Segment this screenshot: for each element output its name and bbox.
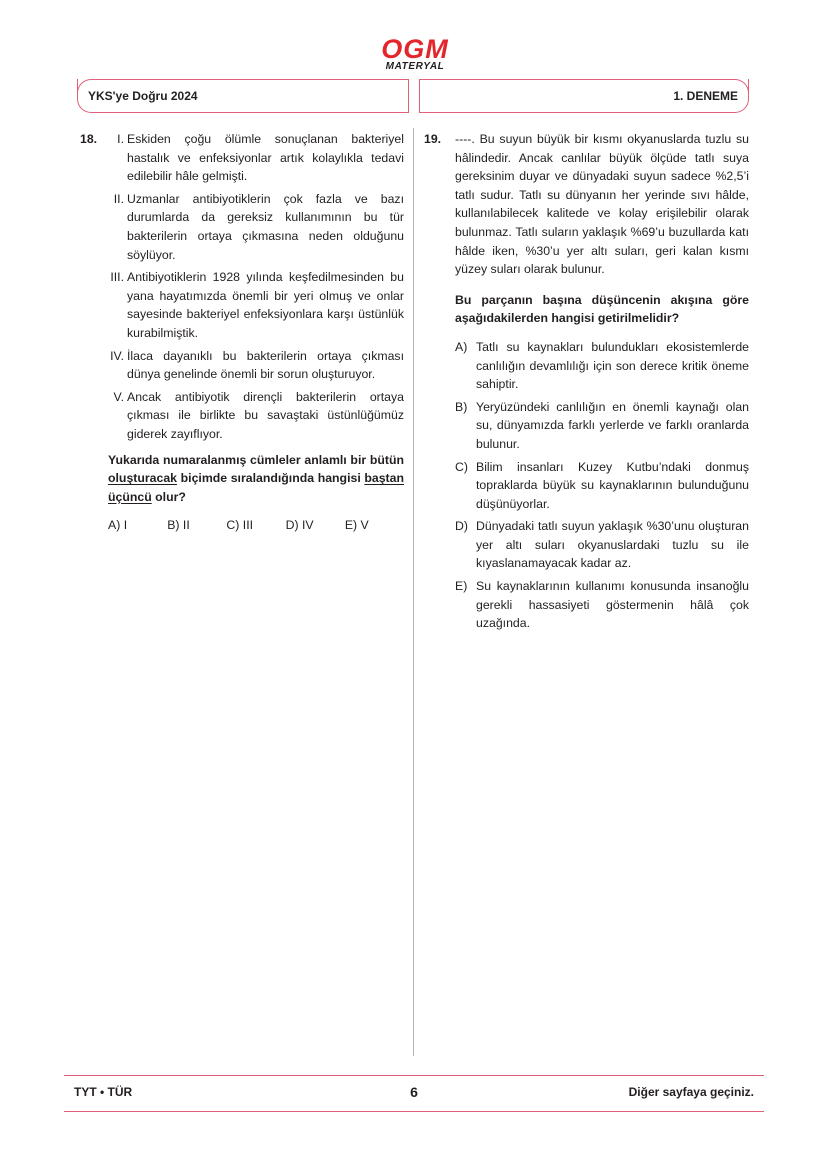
footer-next-page-note: Diğer sayfaya geçiniz. <box>628 1085 754 1099</box>
choice-b[interactable]: B) II <box>167 518 190 533</box>
statement-text: Uzmanlar antibiyotiklerin çok fazla ve bazı durumlarda da gereksiz kullanımının bu tür bakterilerin ortaya çıkmasına neden olduğunu söylüyor. <box>127 191 404 262</box>
statement-number: II. <box>113 191 124 206</box>
footer-subject: TYT • TÜR <box>74 1085 133 1099</box>
statement-number: III. <box>110 270 124 285</box>
statement-5 <box>108 388 404 444</box>
prompt-text: biçimde sıralandığında hangisi <box>177 471 365 486</box>
statement-number: IV. <box>110 348 124 363</box>
logo-main-text: OGM <box>381 34 449 64</box>
answer-choices <box>108 516 404 535</box>
option-e[interactable] <box>455 577 749 633</box>
statement-1 <box>108 130 404 186</box>
question-18 <box>80 130 404 535</box>
option-text: Su kaynaklarının kullanımı konusunda insanoğlu gerekli hassasiyeti göstermenin hâlâ çok uzağında. <box>476 579 749 631</box>
prompt-text: Yukarıda numaralanmış cümleler anlamlı bir bütün <box>108 452 404 467</box>
option-label: D) <box>455 519 468 534</box>
statement-2 <box>108 190 404 264</box>
option-a[interactable] <box>455 338 749 394</box>
reading-passage: ----. Bu suyun büyük bir kısmı okyanuslarda tuzlu su hâlindedir. Ancak canlılar büyük ölçüde tatlı suya gereksinim duyar ve dünyadaki suyun sadece %2,5’i tatlı sudur. Tatlı su dünyanın her yerinde sıvı hâlde, kullanılabilecek kalitede ve kolay erişilebilir olarak bulunmaz. Tatlı suların yaklaşık %69’u buzullarda katı hâlde iken, %30’u yer altı suları, geri kalan kısmı yüzey suları olarak bulunur. <box>455 132 749 277</box>
question-prompt <box>108 451 404 507</box>
footer-rule-bottom <box>64 1111 764 1112</box>
logo-sub-text: MATERYAL <box>385 61 445 72</box>
option-d[interactable] <box>455 517 749 573</box>
option-text: Tatlı su kaynakları bulundukları ekosistemlerde canlılığın devamlılığı için son derece kritik öneme sahiptir. <box>476 339 749 392</box>
statement-4 <box>108 347 404 384</box>
statement-text: Antibiyotiklerin 1928 yılında keşfedilmesinden bu yana hayatımızda önemli bir yeri olmuş ve onlar sayesinde bakteriyel enfeksiyonlara karşı üstünlük kurabilmiştik. <box>127 270 404 340</box>
choice-d[interactable]: D) IV <box>285 518 314 533</box>
option-b[interactable] <box>455 398 749 454</box>
question-prompt: Bu parçanın başına düşüncenin akışına göre aşağıdakilerden hangisi getirilmelidir? <box>455 292 749 326</box>
option-label: C) <box>455 459 468 474</box>
statement-text: Eskiden çoğu ölümle sonuçlanan bakteriyel hastalık ve enfeksiyonlar artık kolaylıkla tedavi edilebilir hâle gelmişti. <box>127 132 404 184</box>
option-c[interactable] <box>455 458 749 514</box>
statement-3 <box>108 268 404 342</box>
statement-text: Ancak antibiyotik dirençli bakterilerin ortaya çıkması ile birlikte bu savaştaki üstünlüğümüz giderek zayıflıyor. <box>127 389 404 441</box>
header-exam-number: 1. DENEME <box>419 79 749 113</box>
option-label: E) <box>455 579 468 594</box>
option-text: Yeryüzündeki canlılığın en önemli kaynağı olan su, dünyamızda farklı yerlerde ve farklı oranlarda bulunur. <box>476 399 749 451</box>
question-number: 18. <box>80 132 98 146</box>
prompt-underlined-2: baştan üçüncü <box>108 471 404 504</box>
column-divider <box>413 128 414 1056</box>
option-text: Dünyadaki tatlı suyun yaklaşık %30’unu oluşturan yer altı suları okyanuslardaki tuzlu su ile kıyaslanamayacak kadar az. <box>476 519 749 571</box>
prompt-text: olur? <box>151 489 186 504</box>
statement-number: I. <box>117 132 124 146</box>
question-number: 19. <box>424 132 442 146</box>
choice-c[interactable]: C) III <box>226 518 254 533</box>
option-label: A) <box>455 339 468 354</box>
footer-rule-top <box>64 1075 764 1076</box>
publisher-logo <box>376 36 454 72</box>
option-text: Bilim insanları Kuzey Kutbu’ndaki donmuş topraklarda büyük su kaynaklarının bulunduğunu düşünüyorlar. <box>476 459 749 511</box>
header-exam-title: YKS'ye Doğru 2024 <box>77 79 409 113</box>
choice-a[interactable]: A) I <box>108 518 128 533</box>
prompt-underlined-1: oluşturacak <box>108 471 178 486</box>
choice-e[interactable]: E) V <box>344 518 369 533</box>
statement-number: V. <box>113 389 124 404</box>
page-number: 6 <box>410 1084 418 1100</box>
option-label: B) <box>455 399 468 414</box>
statement-text: İlaca dayanıklı bu bakterilerin ortaya çıkması dünya genelinde önemli bir sorun oluşturuyor. <box>127 348 404 382</box>
question-19 <box>424 130 749 637</box>
